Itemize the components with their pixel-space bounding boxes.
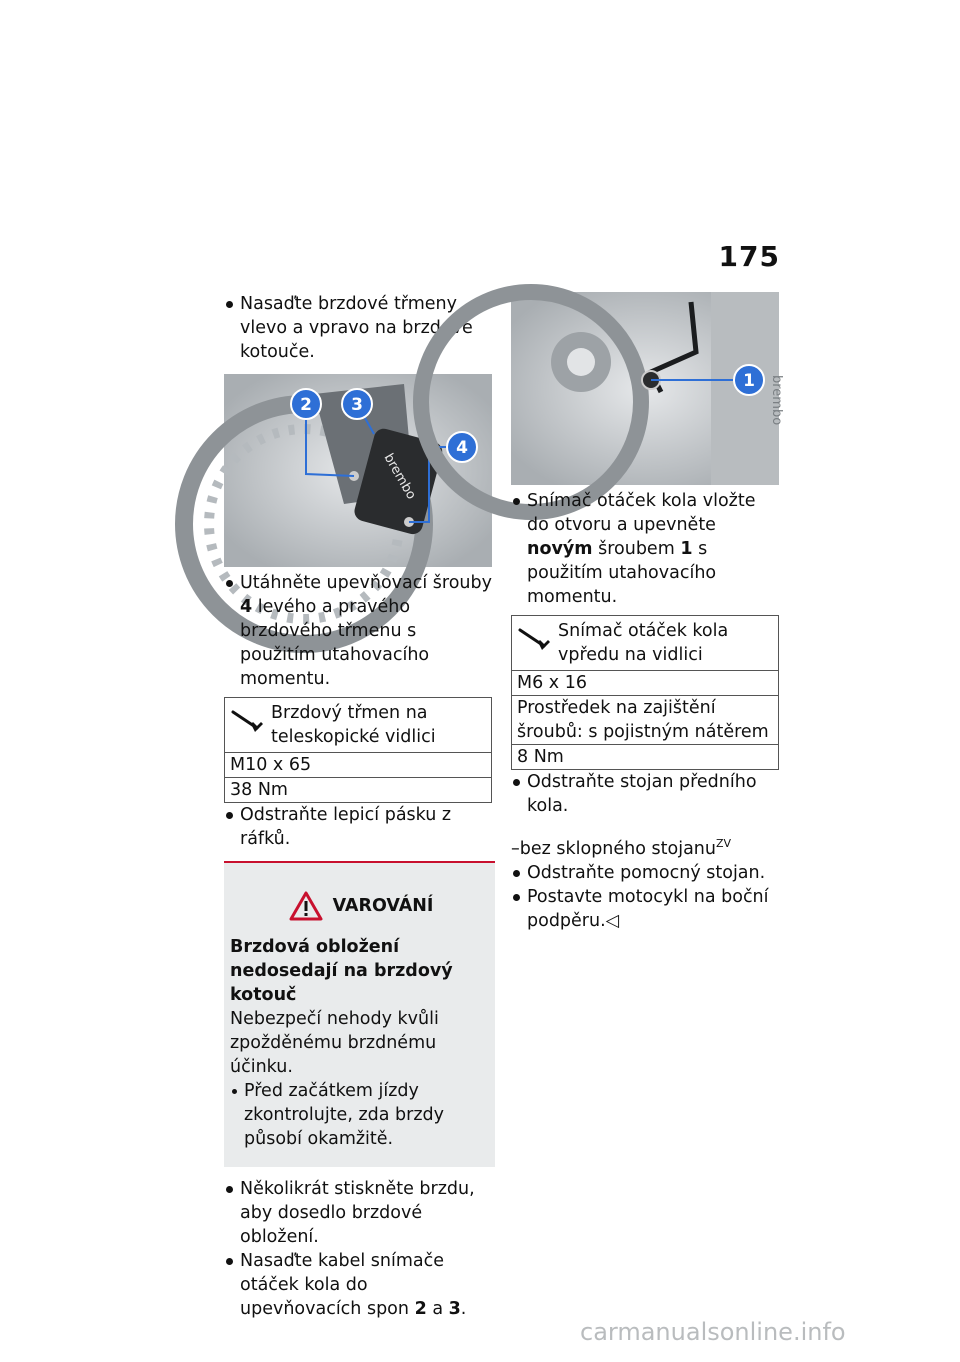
torque-wrench-icon — [231, 708, 265, 734]
ref-2: 2 — [414, 1299, 427, 1319]
step-attach-cable: Nasaďte kabel snímače otáček kola do upevňovacích spon 2 a 3. — [224, 1249, 492, 1321]
callout-2 — [291, 389, 321, 419]
step-remove-tape: Odstraňte lepicí pásku z ráfků. — [224, 803, 492, 851]
svg-text:1: 1 — [743, 371, 755, 391]
end-mark-icon: ◁ — [605, 910, 620, 931]
torque-table-sensor — [511, 615, 779, 770]
ref-3: 3 — [448, 1299, 461, 1319]
caliper-brand-text: brembo — [380, 451, 419, 503]
step-press-brake: Několikrát stiskněte brzdu, aby dosedlo brzdové obložení. — [224, 1177, 492, 1249]
sensor-photo — [511, 292, 784, 485]
svg-text:3: 3 — [351, 395, 363, 415]
torque-locking-agent: Prostředek na zajištění šroubů: s pojistným nátěrem — [512, 696, 779, 745]
callout-3 — [342, 389, 372, 419]
warning-bullet: Před začátkem jízdy zkontrolujte, zda brzdy působí okamžitě. — [230, 1079, 492, 1151]
ref-1: 1 — [680, 539, 693, 559]
ref-4: 4 — [240, 597, 253, 617]
watermark: carmanualsonline.info — [580, 1318, 846, 1346]
torque-table-caliper — [224, 697, 492, 803]
svg-text:2: 2 — [300, 395, 312, 415]
warning-text: Nebezpečí nehody kvůli zpožděnému brzdnému účinku. — [230, 1009, 439, 1077]
step-remove-front-stand: Odstraňte stojan předního kola. — [511, 770, 779, 818]
left-column — [224, 292, 492, 1321]
torque-value-sensor: 8 Nm — [512, 745, 779, 770]
step-mount-calipers: Nasaďte brzdové třmeny vlevo a vpravo na brzdové kotouče. — [224, 292, 492, 364]
warning-heading: Brzdová obložení nedosedají na brzdový kotouč — [230, 937, 453, 1005]
page-number: 175 — [718, 240, 780, 273]
bold-new: novým — [527, 539, 593, 559]
torque-title: Brzdový třmen na teleskopické vidlici — [225, 698, 492, 753]
torque-wrench-icon — [518, 626, 552, 652]
warning-triangle-icon — [289, 891, 323, 921]
step-insert-sensor: Snímač otáček kola vložte do otvoru a upevněte novým šroubem 1 s použitím utahovacího momentu. — [511, 489, 779, 609]
torque-bolt-size-sensor: M6 x 16 — [512, 671, 779, 696]
torque-value: 38 Nm — [225, 778, 492, 803]
step-remove-aux-stand: Odstraňte pomocný stojan. — [511, 861, 779, 885]
torque-bolt-size: M10 x 65 — [225, 753, 492, 778]
warning-box — [224, 861, 495, 1167]
step-side-stand: Postavte motocykl na boční podpěru.◁ — [511, 885, 779, 933]
callout-1 — [734, 365, 764, 395]
torque-title-sensor: Snímač otáček kola vpředu na vidlici — [512, 616, 779, 671]
condition-no-stand: –bez sklopného stojanu$^{ZV}$ — [511, 837, 732, 859]
condition-sup: ZV — [715, 837, 732, 850]
step-tighten-bolts: Utáhněte upevňovací šrouby 4 levého a pravého brzdového třmenu s použitím utahovacího momentu. — [224, 571, 492, 691]
svg-text:4: 4 — [456, 438, 468, 458]
right-column — [511, 292, 784, 933]
warning-title: VAROVÁNÍ — [230, 891, 492, 921]
caliper-brand-text-2: brembo — [769, 375, 784, 426]
callout-4 — [447, 432, 477, 462]
